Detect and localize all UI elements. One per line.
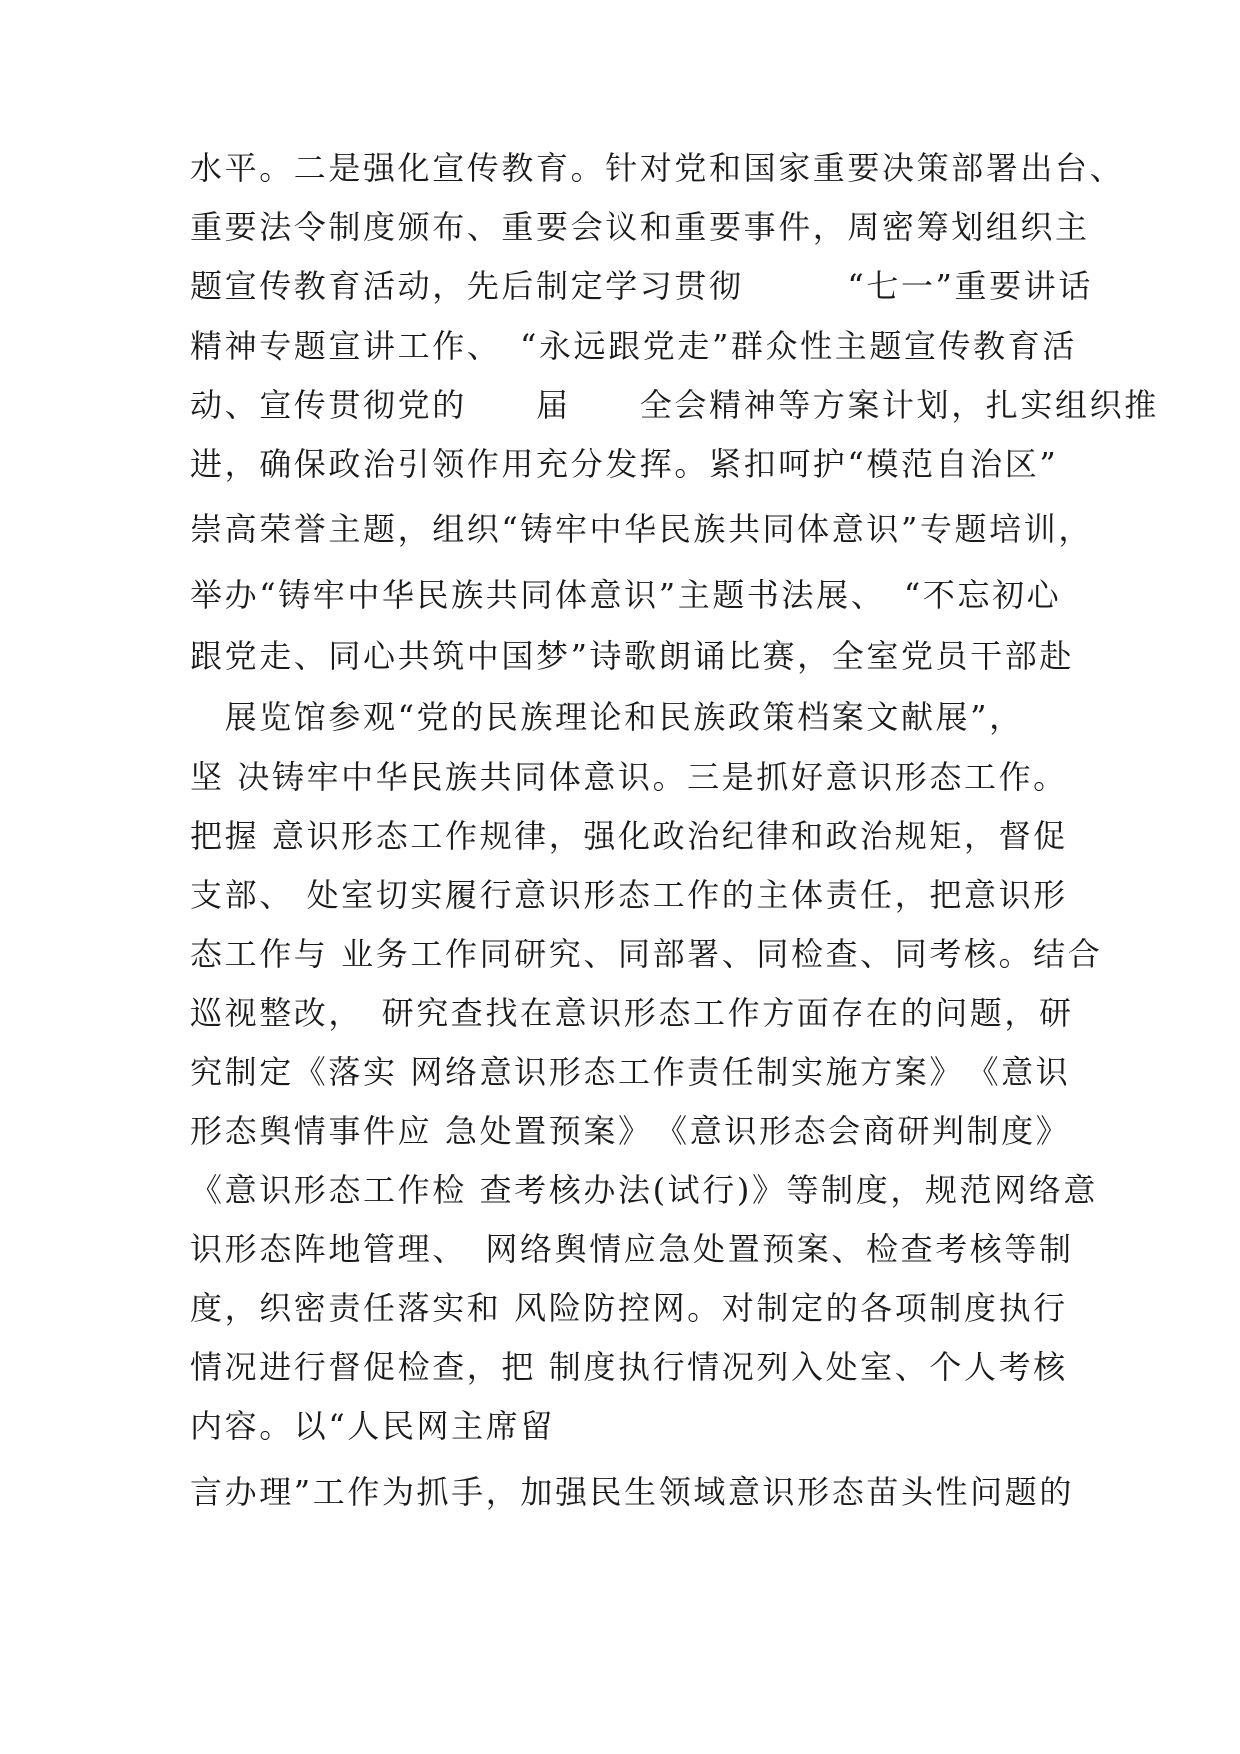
text-line: 举办“铸牢中华民族共同体意识”主题书法展、 “不忘初心 — [190, 576, 1062, 614]
text-line: 进，确保政治引领作用充分发挥。紧扣呵护“模范自治区” — [190, 445, 1059, 483]
text-line: 巡视整改， 研究查找在意识形态工作方面存在的问题，研 — [190, 994, 1074, 1032]
text-line: 展览馆参观“党的民族理论和民族政策档案文献展”， — [190, 698, 1024, 736]
text-line: 支部、 处室切实履行意识形态工作的主体责任，把意识形 — [190, 876, 1068, 914]
text-line: 把握 意识形态工作规律，强化政治纪律和政治规矩，督促 — [190, 817, 1068, 855]
text-line: 坚 决铸牢中华民族共同体意识。三是抓好意识形态工作。 — [190, 758, 1068, 796]
text-line: 跟党走、同心共筑中国梦”诗歌朗诵比赛，全室党员干部赴 — [190, 637, 1074, 675]
text-line: 重要法令制度颁布、重要会议和重要事件，周密筹划组织主 — [190, 208, 1090, 246]
text-line: 态工作与 业务工作同研究、同部署、同检查、同考核。结合 — [190, 935, 1103, 973]
text-line: 识形态阵地管理、 网络舆情应急处置预案、检查考核等制 — [190, 1230, 1074, 1268]
text-line: 水平。二是强化宣传教育。针对党和国家重要决策部署出台、 — [190, 149, 1125, 187]
text-line: 形态舆情事件应 急处置预案》 《意识形态会商研判制度》 — [190, 1112, 1071, 1150]
text-line: 内容。以“人民网主席留 — [190, 1407, 555, 1445]
text-line: 言办理”工作为抓手，加强民生领域意识形态苗头性问题的 — [190, 1473, 1074, 1511]
text-line: 究制定《落实 网络意识形态工作责任制实施方案》 《意识 — [190, 1053, 1071, 1091]
text-line: 题宣传教育活动，先后制定学习贯彻 “七一”重要讲话 — [190, 267, 1093, 305]
text-line: 动、宣传贯彻党的 届 全会精神等方案计划，扎实组织推 — [190, 386, 1159, 424]
text-line: 情况进行督促检查，把 制度执行情况列入处室、个人考核 — [190, 1348, 1068, 1386]
text-line: 度，织密责任落实和 风险防控网。对制定的各项制度执行 — [190, 1289, 1068, 1327]
text-line: 崇高荣誉主题，组织“铸牢中华民族共同体意识”专题培训， — [190, 510, 1093, 548]
text-line: 精神专题宣讲工作、 “永远跟党走”群众性主题宣传教育活 — [190, 327, 1077, 365]
text-line: 《意识形态工作检 查考核办法(试行)》等制度，规范网络意 — [190, 1171, 1098, 1209]
